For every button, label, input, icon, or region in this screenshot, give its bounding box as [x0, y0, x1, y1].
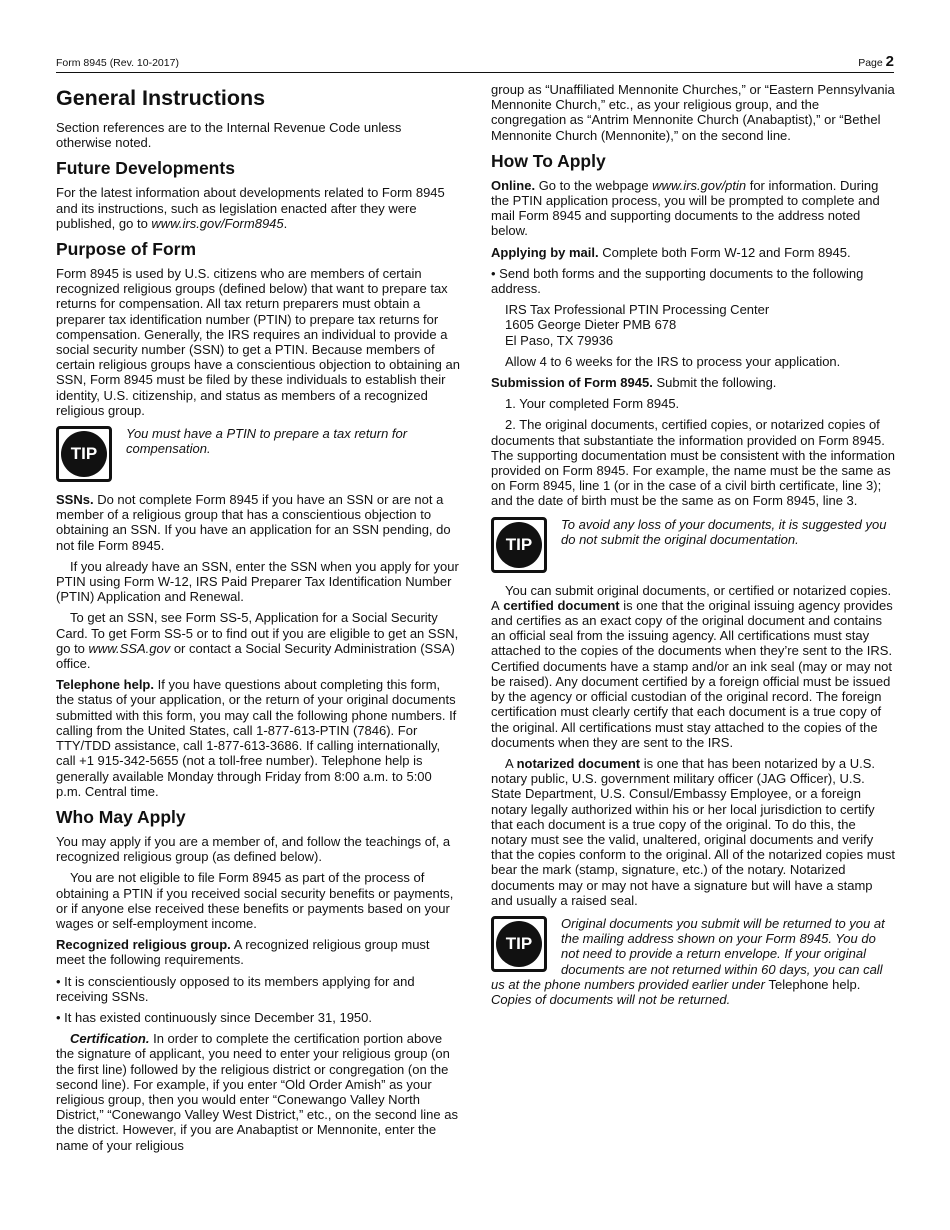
requirement-item: • It has existed continuously since December 31, 1950.: [56, 1009, 373, 1025]
allow-text: Allow 4 to 6 weeks for the IRS to process your application.: [505, 353, 841, 369]
tip-box: [491, 517, 895, 573]
requirement-item: • It is conscientiously opposed to its members applying for and receiving SSNs.: [56, 973, 415, 1004]
page-indicator: [858, 53, 894, 70]
how-to-apply-heading: How To Apply: [491, 150, 606, 171]
ssns-paragraph: SSNs. Do not complete Form 8945 if you have an SSN or are not a member of a religious group that has a conscientious objection to obtaining an SSN. If you have an application for an SSN pending, do not file Form 8945.: [56, 492, 451, 553]
already-ssn-paragraph: If you already have an SSN, enter the SSN when you apply for your PTIN using Form W-12, IRS Paid Preparer Tax Identification Number (PTIN) Application and Renewal.: [56, 558, 459, 605]
form8945-link[interactable]: www.irs.gov/Form8945: [151, 215, 284, 231]
submission-item-2: 2. The original documents, certified copies, or notarized copies of documents that substantiate the information provided on Form 8945. The supporting documentation must be consistent with the information provided on Form 8945. For example, the name must be the same as on Form 8945, line 1 (or in the case of a civil birth certificate, line 3); and the date of birth must be the same as on Form 8945, line 3.: [491, 417, 895, 509]
notarized-document-paragraph: A notarized document is one that has been notarized by a U.S. notary public, U.S. government military officer (JAG Officer), U.S. State Department, U.S. Consul/Embassy Employee, or a foreign notary legally authorized within his or her local jurisdiction to certify that each document is a true copy of the original. To do this, the notary must see the valid, unaltered, original documents and verify that the copies conform to the original. All of the notarized copies must bear the mark (stamp, signature, etc.) of the notary. Notarized documents may or may not have a signature but will have a stamp and usually a raised seal.: [491, 755, 895, 908]
send-item: • Send both forms and the supporting documents to the following address.: [491, 265, 864, 297]
who-may-apply-heading: Who May Apply: [56, 806, 186, 827]
page-label: Page: [858, 57, 883, 69]
tip-box: [491, 916, 895, 1007]
left-column: [56, 82, 460, 1159]
ssa-link[interactable]: www.SSA.gov: [88, 640, 171, 656]
who-may-apply-text: You may apply if you are a member of, and follow the teachings of, a recognized religious group (as defined below).: [56, 833, 451, 865]
telephone-help-paragraph: Telephone help. If you have questions about completing this form, the status of your application, or the return of your original documents submitted with this form, you may call the following phone numbers. If calling from the United States, call 1-877-613-PTIN (7846). For TTY/TDD assistance, call 1-877-613-3686. If calling internationally, call +1 915-342-5655 (not a toll-free number). Telephone help is generally available Monday through Friday from 8:00 a.m. to 5:00 p.m. Central time.: [56, 677, 457, 799]
tip-text: To avoid any loss of your documents, it is suggested you do not submit the original documentation.: [561, 516, 887, 547]
ptin-link[interactable]: www.irs.gov/ptin: [652, 177, 747, 193]
tip-text: You must have a PTIN to prepare a tax return for compensation.: [126, 426, 408, 457]
not-eligible-text: You are not eligible to file Form 8945 as part of the process of obtaining a PTIN if you received social security benefits or payments, or if anyone else received these benefits or payments based on your wages or self-employment income.: [56, 870, 454, 931]
purpose-heading: Purpose of Form: [56, 239, 197, 260]
submission-item-1: 1. Your completed Form 8945.: [505, 396, 680, 412]
page-number: 2: [885, 53, 894, 70]
online-paragraph: Online. Go to the webpage www.irs.gov/ptin for information. During the PTIN application process, you will be prompted to complete and mail Form 8945 and supporting documents to the address noted below.: [491, 177, 880, 239]
form-id: Form 8945 (Rev. 10-2017): [56, 57, 179, 69]
mail-paragraph: Applying by mail. Complete both Form W-12 and Form 8945.: [491, 244, 851, 260]
purpose-text: Form 8945 is used by U.S. citizens who are members of certain recognized religious groups (defined below) that want to prepare tax returns for compensation. All tax return preparers must obtain a preparer tax identification number (PTIN) to prepare tax returns for compensation. Generally, the IRS requires an individual to provide a social security number (SSN) to get a PTIN. Because members of certain religious groups have a conscientious objection to obtaining an SSN, Form 8945 must be filed by these individuals to establish their identity, U.S. citizenship, and status as members of a recognized religious group.: [56, 266, 460, 418]
tip-box: [56, 426, 460, 482]
tip-text: Original documents you submit will be returned to you at the mailing address shown on your Form 8945. You do not need to provide a return envelope. If your original documents are not returned within 60 days, you can call us at the phone numbers provided earlier under Telephone help. Copies of documents will not be returned.: [491, 915, 885, 1007]
future-developments-heading: Future Developments: [56, 158, 235, 179]
continued-text: group as “Unaffiliated Mennonite Churches,” or “Eastern Pennsylvania Mennonite Church,” etc., as your religious group, and the congregation as “Antrim Mennonite Church (Anabaptist),” or “Bethel Mennonite Church (Mennonite),” on the second line.: [491, 82, 895, 143]
certification-paragraph: Certification. In order to complete the certification portion above the signature of applicant, you need to enter your religious group (on the first line) followed by the religious district or congregation (on the second line). For example, if you enter “Old Order Amish” as your religious group, then you would enter “Conewango Valley North District,” “Conewango Valley West District,” etc., on the second line as the district. However, if you are Anabaptist or Mennonite, enter the name of your religious: [56, 1031, 458, 1153]
intro-text: Section references are to the Internal Revenue Code unless otherwise noted.: [56, 120, 402, 151]
tip-icon: TIP: [491, 517, 547, 573]
recognized-group-paragraph: Recognized religious group. A recognized religious group must meet the following requirements.: [56, 937, 430, 968]
certified-document-paragraph: You can submit original documents, or certified or notarized copies. A certified document is one that the original issuing agency provides and certifies as an exact copy of the original document and contains an official seal from the issuing agency. All certifications must stay attached to the copies of the documents when they’re sent to the IRS. Certified documents have a stamp and/or an ink seal (may or may not be raised). Any document certified by a foreign official must be issued by the agency or official custodian of the original record. The foreign certification must clearly certify that each document is a true copy of the original. All certifications must stay attached to the copies of the documents when they are sent to the IRS.: [491, 582, 893, 750]
future-developments-text: For the latest information about developments related to Form 8945 and its instructions, such as legislation enacted after they were published, go to www.irs.gov/Form8945.: [56, 185, 445, 231]
submission-paragraph: Submission of Form 8945. Submit the following.: [491, 375, 777, 391]
page-title: General Instructions: [56, 86, 266, 110]
header-rule: [56, 72, 894, 73]
right-column: [491, 82, 895, 1017]
mailing-address: IRS Tax Professional PTIN Processing Center 1605 George Dieter PMB 678 El Paso, TX 79936: [505, 302, 770, 348]
tip-icon: TIP: [56, 426, 112, 482]
get-ssn-paragraph: To get an SSN, see Form SS-5, Application for a Social Security Card. To get Form SS-5 or to find out if you are eligible to get an SSN, go to www.SSA.gov or contact a Social Security Administration (SSA) office.: [56, 610, 459, 672]
tip-icon: TIP: [491, 916, 547, 972]
